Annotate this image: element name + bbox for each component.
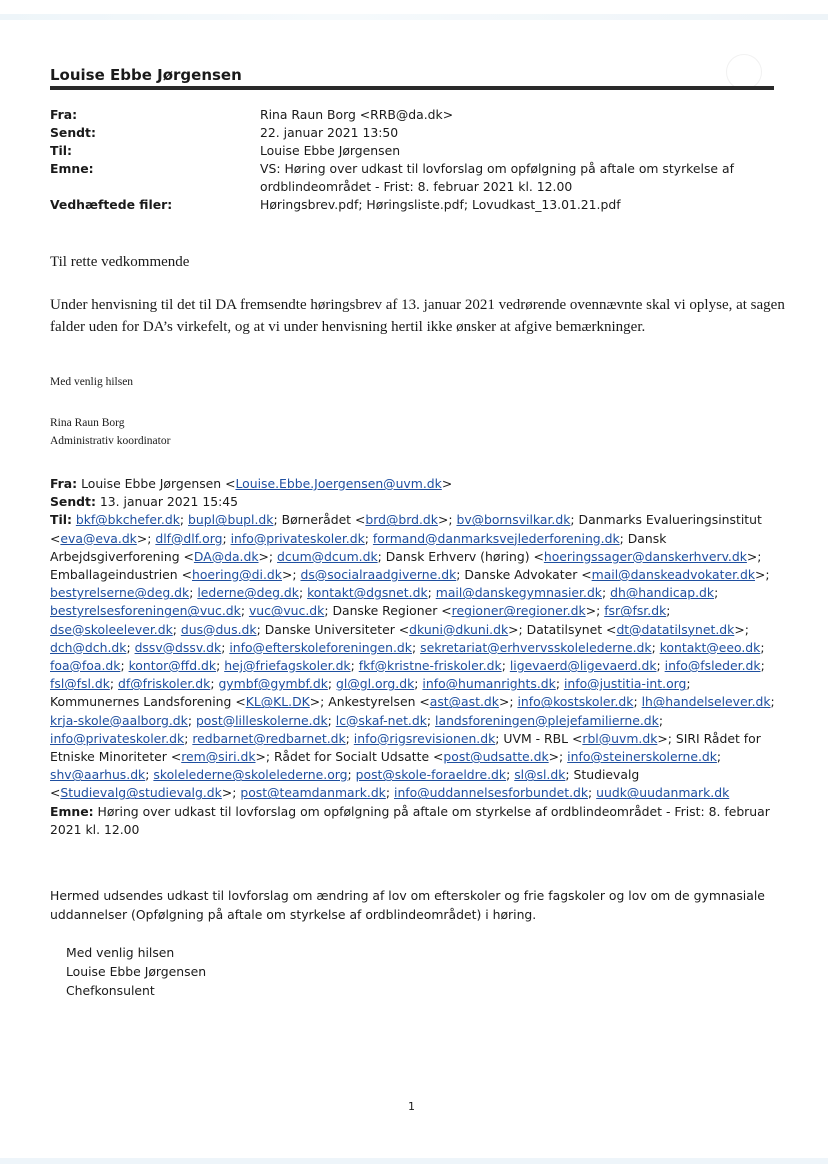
meta-value: Høringsbrev.pdf; Høringsliste.pdf; Lovudkast_13.01.21.pdf — [260, 197, 621, 212]
recipient-separator: ; — [565, 767, 574, 783]
meta-value: 22. januar 2021 13:50 — [260, 125, 399, 140]
recipient-email-link[interactable]: gymbf@gymbf.dk — [218, 676, 328, 692]
recipient-email-link[interactable]: fsl@fsl.dk — [50, 676, 110, 692]
meta-value: Rina Raun Borg <RRB@da.dk> — [260, 107, 454, 122]
recipient-email-link[interactable]: df@friskoler.dk — [118, 676, 211, 692]
meta-label: Emne: — [50, 161, 94, 176]
forwarded-to-line — [50, 511, 780, 802]
recipient-separator: ; — [651, 639, 660, 655]
letter-closing: Med venlig hilsen — [50, 376, 134, 388]
recipient-name: Datatilsynet < — [526, 621, 617, 637]
recipient-email-link[interactable]: KL@KL.DK — [245, 694, 310, 710]
recipient-separator: ; — [256, 621, 265, 637]
recipient-email-link[interactable]: fkf@kristne-friskoler.dk — [358, 658, 502, 674]
recipient-separator: ; — [601, 585, 611, 601]
recipient-separator: ; — [427, 585, 436, 601]
scan-edge-top — [0, 14, 828, 20]
forwarded-subject-label: Emne: — [50, 803, 94, 819]
recipient-separator: ; — [385, 785, 394, 801]
recipient-separator: ; — [216, 658, 225, 674]
recipient-email-link[interactable]: uudk@uudanmark.dk — [596, 785, 730, 801]
page-number: 1 — [408, 1100, 415, 1113]
recipient-separator: ; — [172, 621, 181, 637]
meta-row-from — [50, 106, 780, 124]
forwarded-body: Hermed udsendes udkast til lovforslag om ændring af lov om efterskoler og frie fagskoler og lov om de gymnasiale uddannelser (Opfølgning på aftale om styrkelse af ordblindeområdet) i høring. — [50, 888, 765, 922]
recipient-email-link[interactable]: post@udsatte.dk — [443, 749, 549, 765]
recipient-separator: ; — [347, 767, 356, 783]
recipient-separator: ; — [411, 639, 421, 655]
recipient-email-link[interactable]: info@privateskoler.dk — [230, 530, 365, 546]
recipient-separator: ; — [666, 603, 671, 619]
forwarded-signature — [66, 943, 206, 1000]
forwarded-sent-line — [50, 493, 780, 511]
forwarded-header — [50, 475, 780, 839]
recipient-email-link[interactable]: info@rigsrevisionen.dk — [353, 730, 496, 746]
recipient-email-link[interactable]: info@humanrights.dk — [422, 676, 556, 692]
recipient-email-link[interactable]: dh@handicap.dk — [610, 585, 715, 601]
recipient-email-link[interactable]: hoering@di.dk — [191, 567, 282, 583]
recipient-separator: ; — [456, 567, 465, 583]
meta-row-attachments — [50, 196, 780, 214]
recipient-email-link[interactable]: ds@socialraadgiverne.dk — [300, 567, 457, 583]
recipient-email-link[interactable]: hoeringssager@danskerhverv.dk — [543, 548, 747, 564]
forwarded-subject-line — [50, 803, 780, 839]
recipient-email-link[interactable]: landsforeningen@plejefamilierne.dk — [435, 712, 659, 728]
recipient-email-link[interactable]: mail@danskeadvokater.dk — [591, 567, 756, 583]
recipient-name: Studievalg < — [50, 767, 640, 801]
recipient-email-link[interactable]: dkuni@dkuni.dk — [409, 621, 509, 637]
recipient-separator: ; — [327, 712, 336, 728]
recipient-separator: ; — [109, 676, 119, 692]
recipient-email-link[interactable]: sl@sl.dk — [514, 767, 566, 783]
letter-greeting: Til rette vedkommende — [50, 254, 190, 270]
recipient-name: Danske Regioner < — [332, 603, 452, 619]
recipient-email-link[interactable]: formand@danmarksvejlederforening.dk — [372, 530, 620, 546]
recipient-separator: ; — [327, 676, 337, 692]
recipient-email-link[interactable]: kontakt@dgsnet.dk — [307, 585, 428, 601]
recipient-email-link[interactable]: lc@skaf-net.dk — [335, 712, 427, 728]
forwarded-sent-label: Sendt: — [50, 494, 96, 510]
recipient-email-link[interactable]: kontor@ffd.dk — [128, 658, 217, 674]
forwarded-sent-value: 13. januar 2021 15:45 — [99, 494, 239, 510]
letter-signature — [50, 414, 170, 450]
recipient-separator: ; — [184, 730, 193, 746]
forwarded-from-email-link[interactable]: Louise.Ebbe.Joergensen@uvm.dk — [235, 476, 442, 491]
recipient-separator: ; — [716, 749, 722, 765]
recipient-separator: >; — [585, 603, 605, 619]
recipient-separator: >; — [309, 694, 329, 710]
recipient-separator: ; — [240, 603, 249, 619]
recipient-separator: >; — [755, 567, 770, 583]
recipient-separator: >; — [548, 749, 568, 765]
recipient-name: Dansk Arbejdsgiverforening < — [50, 530, 667, 564]
recipient-email-link[interactable]: dcum@dcum.dk — [277, 548, 378, 564]
recipient-separator: ; — [588, 785, 597, 801]
forwarded-from-label: Fra: — [50, 476, 78, 491]
recipient-separator: ; — [364, 530, 373, 546]
recipient-separator: ; — [658, 712, 663, 728]
recipient-separator: ; — [298, 585, 308, 601]
meta-label: Vedhæftede filer: — [50, 197, 173, 212]
recipient-separator: ; — [495, 730, 504, 746]
recipient-separator: ; — [760, 658, 765, 674]
recipient-name: UVM - RBL < — [503, 730, 583, 746]
recipient-name: Danmarks Evalueringsinstitut < — [50, 512, 762, 546]
forwarded-closing: Med venlig hilsen — [66, 945, 175, 960]
recipient-separator: >; — [498, 694, 518, 710]
recipient-list — [50, 512, 775, 800]
recipient-email-link[interactable]: lederne@deg.dk — [197, 585, 299, 601]
recipient-separator: >; — [746, 548, 762, 564]
recipient-name: SIRI Rådet for Etniske Minoriteter < — [50, 730, 761, 765]
recipient-email-link[interactable]: sekretariat@erhvervsskolelederne.dk — [420, 639, 652, 655]
recipient-email-link[interactable]: gl@gl.org.dk — [336, 676, 415, 692]
meta-label: Til: — [50, 143, 72, 158]
recipient-separator: ; — [714, 585, 719, 601]
recipient-email-link[interactable]: info@kostskoler.dk — [517, 694, 634, 710]
mailbox-owner-name: Louise Ebbe Jørgensen — [50, 66, 242, 84]
recipient-email-link[interactable]: info@privateskoler.dk — [50, 730, 185, 746]
recipient-separator: >; — [258, 548, 278, 564]
recipient-email-link[interactable]: post@teamdanmark.dk — [240, 785, 386, 801]
recipient-email-link[interactable]: info@uddannelsesforbundet.dk — [394, 785, 589, 801]
recipient-email-link[interactable]: brd@brd.dk — [365, 512, 438, 528]
recipient-separator: ; — [770, 694, 775, 710]
recipient-name: Danske Universiteter < — [264, 621, 410, 637]
meta-row-to — [50, 142, 780, 160]
meta-value: Louise Ebbe Jørgensen — [260, 143, 401, 158]
recipient-email-link[interactable]: post@lilleskolerne.dk — [195, 712, 328, 728]
recipient-separator: ; — [189, 585, 198, 601]
recipient-separator: >; — [734, 621, 749, 637]
forwarded-from-name: Louise Ebbe Jørgensen < — [81, 476, 236, 491]
forwarded-subject-value: Høring over udkast til lovforslag om opfølgning på aftale om styrkelse af ordblindeområdet - Frist: 8. februar 2021 kl. 12.00 — [50, 803, 770, 837]
recipient-email-link[interactable]: info@fsleder.dk — [664, 658, 761, 674]
recipient-separator: ; — [414, 676, 423, 692]
recipient-email-link[interactable]: redbarnet@redbarnet.dk — [192, 730, 346, 746]
recipient-email-link[interactable]: hej@friefagskoler.dk — [224, 658, 351, 674]
recipient-separator: ; — [501, 658, 510, 674]
recipient-separator: ; — [350, 658, 359, 674]
recipient-email-link[interactable]: dse@skoleelever.dk — [50, 621, 173, 637]
forwarded-signer-title: Chefkonsulent — [66, 983, 155, 998]
recipient-separator: >; — [657, 730, 676, 746]
recipient-email-link[interactable]: kontakt@eeo.dk — [659, 639, 761, 655]
recipient-email-link[interactable]: info@steinerskolerne.dk — [567, 749, 717, 765]
recipient-email-link[interactable]: rbl@uvm.dk — [582, 730, 658, 746]
recipient-name: Rådet for Socialt Udsatte < — [274, 749, 444, 765]
recipient-separator: ; — [120, 658, 129, 674]
recipient-email-link[interactable]: Studievalg@studievalg.dk — [60, 785, 222, 801]
recipient-separator: ; — [126, 639, 135, 655]
recipient-separator: >; — [508, 621, 527, 637]
recipient-separator: ; — [619, 530, 628, 546]
recipient-name: Børnerådet < — [281, 512, 366, 528]
forwarded-from-line — [50, 475, 780, 493]
scan-edge-bottom — [0, 1158, 828, 1164]
recipient-separator: ; — [656, 658, 665, 674]
recipient-email-link[interactable]: bupl@bupl.dk — [188, 512, 274, 528]
recipient-email-link[interactable]: bestyrelserne@deg.dk — [50, 585, 190, 601]
recipient-email-link[interactable]: ligevaerd@ligevaerd.dk — [509, 658, 657, 674]
meta-value: VS: Høring over udkast til lovforslag om opfølgning på aftale om styrkelse af ordblindeområdet - Frist: 8. februar 2021 kl. 12.00 — [260, 161, 734, 194]
recipient-name: Kommunernes Landsforening < — [50, 694, 246, 710]
recipient-separator: ; — [273, 512, 282, 528]
recipient-email-link[interactable]: bkf@bkchefer.dk — [75, 512, 180, 528]
meta-label: Sendt: — [50, 125, 96, 140]
recipient-separator: ; — [506, 767, 515, 783]
recipient-separator: >; — [281, 567, 301, 583]
forwarded-signer-name: Louise Ebbe Jørgensen — [66, 964, 207, 979]
recipient-email-link[interactable]: ast@ast.dk — [429, 694, 499, 710]
recipient-email-link[interactable]: lh@handelselever.dk — [641, 694, 771, 710]
recipient-email-link[interactable]: dus@dus.dk — [180, 621, 257, 637]
recipient-email-link[interactable]: foa@foa.dk — [50, 658, 121, 674]
recipient-separator: ; — [633, 694, 642, 710]
recipient-email-link[interactable]: regioner@regioner.dk — [451, 603, 586, 619]
recipient-separator: ; — [187, 712, 196, 728]
signer-name: Rina Raun Borg — [50, 417, 125, 429]
recipient-separator: ; — [570, 512, 579, 528]
recipient-email-link[interactable]: DA@da.dk — [193, 548, 259, 564]
recipient-email-link[interactable]: bestyrelsesforeningen@vuc.dk — [50, 603, 241, 619]
recipient-separator: ; — [555, 676, 564, 692]
recipient-separator: ; — [221, 639, 230, 655]
recipient-separator: >; — [136, 530, 156, 546]
forwarded-to-label: Til: — [50, 512, 72, 528]
recipient-separator: ; — [686, 676, 691, 692]
recipient-separator: ; — [760, 639, 765, 655]
recipient-email-link[interactable]: dssv@dssv.dk — [134, 639, 222, 655]
recipient-separator: >; — [437, 512, 457, 528]
recipient-email-link[interactable]: dlf@dlf.org — [155, 530, 223, 546]
faint-stamp-mark — [726, 54, 762, 90]
recipient-name: Ankestyrelsen < — [328, 694, 430, 710]
letter-body: Under henvisning til det til DA fremsendte høringsbrev af 13. januar 2021 vedrørende ovennævnte skal vi oplyse, at sagen falder uden for DA’s virkefelt, og at vi under henvisning hertil ikke ønsker at afgive bemærkninger. — [50, 297, 785, 335]
recipient-email-link[interactable]: dt@datatilsynet.dk — [616, 621, 735, 637]
recipient-separator: ; — [210, 676, 219, 692]
recipient-email-link[interactable]: krja-skole@aalborg.dk — [50, 712, 188, 728]
recipient-email-link[interactable]: info@justitia-int.org — [563, 676, 687, 692]
recipient-separator: ; — [324, 603, 333, 619]
meta-row-sent — [50, 124, 780, 142]
meta-label: Fra: — [50, 107, 78, 122]
recipient-separator: ; — [345, 730, 354, 746]
recipient-email-link[interactable]: bv@bornsvilkar.dk — [456, 512, 571, 528]
email-metadata — [50, 106, 780, 214]
recipient-name: Danske Advokater < — [464, 567, 592, 583]
forwarded-from-end: > — [441, 476, 453, 491]
recipient-email-link[interactable]: fsr@fsr.dk — [604, 603, 667, 619]
recipient-email-link[interactable]: info@efterskoleforeningen.dk — [229, 639, 412, 655]
recipient-email-link[interactable]: skolelederne@skolelederne.org — [153, 767, 348, 783]
meta-row-subject — [50, 160, 780, 196]
recipient-email-link[interactable]: shv@aarhus.dk — [50, 767, 146, 783]
recipient-separator: >; — [221, 785, 241, 801]
header-divider — [50, 86, 774, 90]
recipient-email-link[interactable]: vuc@vuc.dk — [248, 603, 325, 619]
recipient-email-link[interactable]: rem@siri.dk — [181, 749, 256, 765]
signer-title: Administrativ koordinator — [50, 435, 171, 447]
recipient-separator: ; — [426, 712, 436, 728]
recipient-separator: ; — [222, 530, 231, 546]
recipient-name: Emballageindustrien < — [50, 567, 192, 583]
recipient-email-link[interactable]: post@skole-foraeldre.dk — [355, 767, 507, 783]
recipient-email-link[interactable]: dch@dch.dk — [50, 639, 127, 655]
recipient-separator: >; — [255, 749, 275, 765]
recipient-name: Dansk Erhverv (høring) < — [385, 548, 544, 564]
recipient-separator: ; — [179, 512, 189, 528]
recipient-separator: ; — [377, 548, 386, 564]
recipient-email-link[interactable]: eva@eva.dk — [60, 530, 137, 546]
recipient-separator: ; — [145, 767, 154, 783]
recipient-email-link[interactable]: mail@danskegymnasier.dk — [435, 585, 602, 601]
